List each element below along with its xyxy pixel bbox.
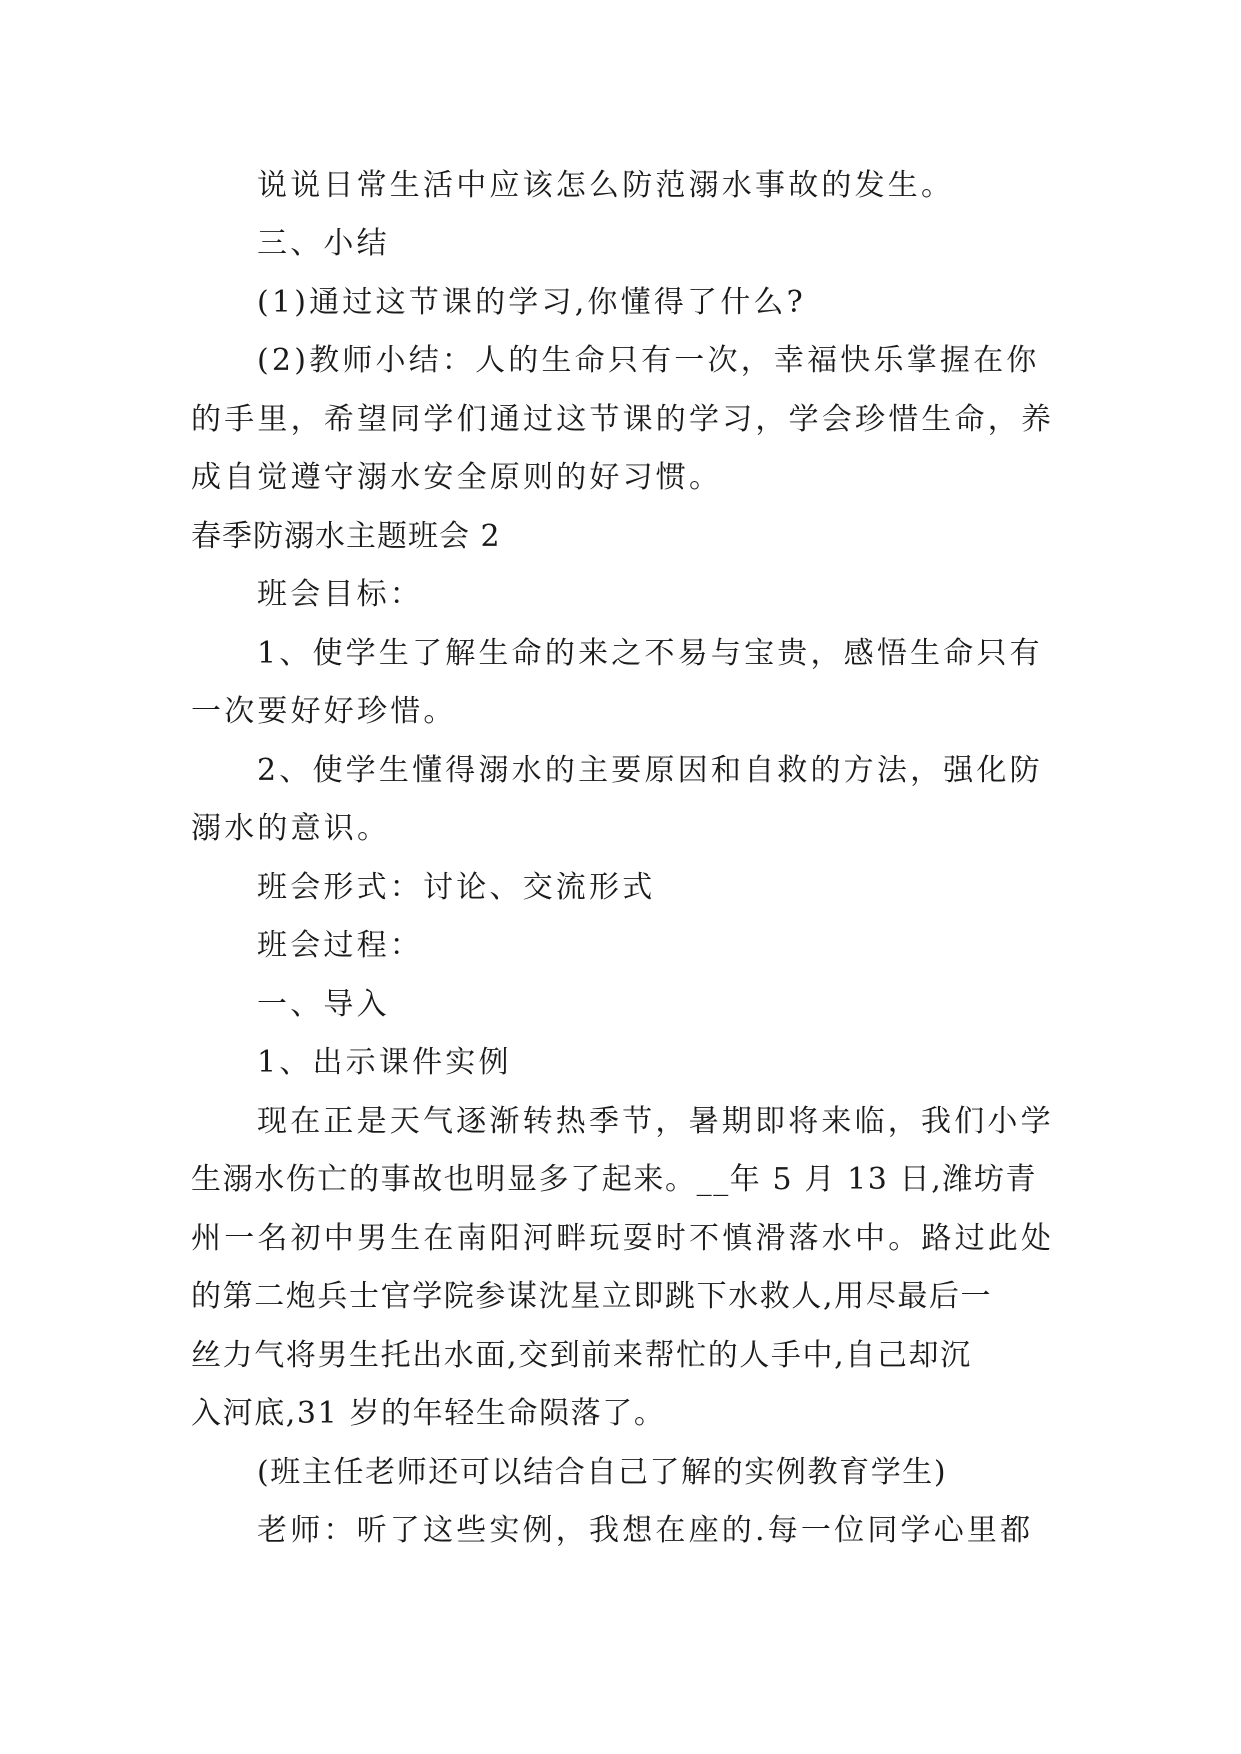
paragraph-line: 1、使学生了解生命的来之不易与宝贵，感悟生命只有	[257, 636, 1043, 671]
section-heading-summary: 三、小结	[257, 226, 390, 261]
paragraph-line: 2、使学生懂得溺水的主要原因和自救的方法，强化防	[257, 753, 1043, 788]
paragraph-line: 班会形式：讨论、交流形式	[257, 870, 656, 905]
paragraph-line: (1)通过这节课的学习,你懂得了什么?	[257, 285, 806, 320]
paragraph-line: 州一名初中男生在南阳河畔玩耍时不慎滑落水中。路过此处	[191, 1221, 1055, 1256]
section-heading-goals: 班会目标：	[257, 577, 423, 612]
paragraph-line: 溺水的意识。	[191, 811, 391, 846]
paragraph-line: (2)教师小结：人的生命只有一次，幸福快乐掌握在你	[257, 343, 1040, 378]
paragraph-line: 1、出示课件实例	[257, 1045, 512, 1080]
document-title: 春季防溺水主题班会 2	[191, 519, 501, 554]
paragraph-line: 现在正是天气逐渐转热季节，暑期即将来临，我们小学	[257, 1104, 1054, 1139]
section-heading-intro: 一、导入	[257, 987, 390, 1022]
paragraph-line: 一次要好好珍惜。	[191, 694, 457, 729]
paragraph-line: 的第二炮兵士官学院参谋沈星立即跳下水救人,用尽最后一	[191, 1279, 993, 1314]
section-heading-process: 班会过程：	[257, 928, 423, 963]
paragraph-line: (班主任老师还可以结合自己了解的实例教育学生)	[257, 1455, 948, 1490]
paragraph-line: 说说日常生活中应该怎么防范溺水事故的发生。	[257, 168, 955, 203]
paragraph-line: 成自觉遵守溺水安全原则的好习惯。	[191, 460, 723, 495]
paragraph-line: 的手里，希望同学们通过这节课的学习，学会珍惜生命，养	[191, 402, 1055, 437]
paragraph-line: 入河底,31 岁的年轻生命陨落了。	[191, 1396, 666, 1431]
paragraph-line: 生溺水伤亡的事故也明显多了起来。__年 5 月 13 日,潍坊青	[191, 1162, 1038, 1197]
paragraph-line: 老师：听了这些实例，我想在座的.每一位同学心里都	[257, 1513, 1034, 1548]
paragraph-line: 丝力气将男生托出水面,交到前来帮忙的人手中,自己却沉	[191, 1338, 972, 1373]
